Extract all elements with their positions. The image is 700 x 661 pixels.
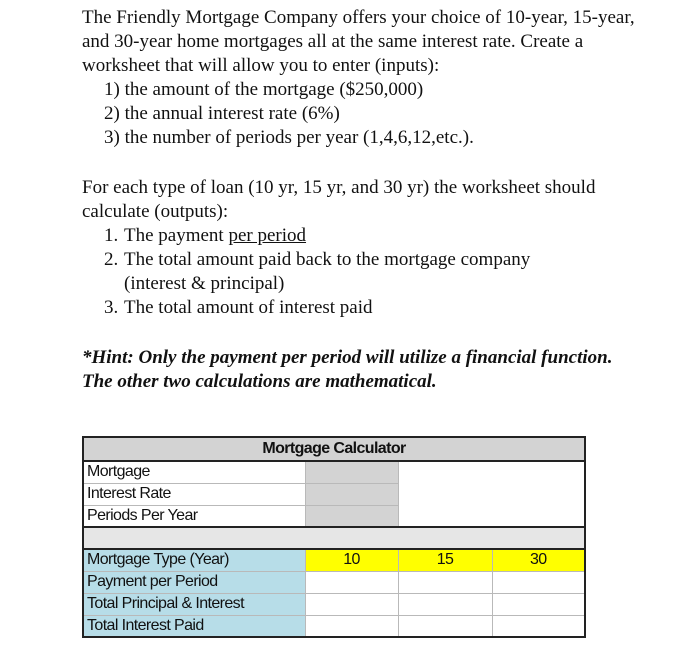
empty-cell (492, 461, 585, 483)
spacer-row (83, 527, 585, 549)
outputs-intro: For each type of loan (10 yr, 15 yr, and 30 yr) the worksheet should calculate (outputs): (82, 177, 596, 222)
payment-cell[interactable] (492, 571, 585, 593)
label-interest-rate: Interest Rate (83, 483, 305, 505)
total-interest-cell[interactable] (492, 615, 585, 637)
input-periods-cell[interactable] (305, 505, 398, 527)
label-periods-per-year: Periods Per Year (83, 505, 305, 527)
problem-text (82, 6, 642, 394)
label-total-principal-interest: Total Principal & Interest (83, 593, 305, 615)
label-payment-per-period: Payment per Period (83, 571, 305, 593)
input-item: 2) the annual interest rate (6%) (104, 103, 340, 124)
total-interest-cell[interactable] (305, 615, 398, 637)
total-paid-cell[interactable] (398, 593, 492, 615)
input-item: 3) the number of periods per year (1,4,6,12,etc.). (104, 127, 474, 148)
hint-text: *Hint: Only the payment per period will utilize a financial function. The other two calculations are mathematical. (82, 347, 613, 392)
empty-cell (492, 505, 585, 527)
label-mortgage: Mortgage (83, 461, 305, 483)
label-mortgage-type: Mortgage Type (Year) (83, 549, 305, 571)
input-mortgage-cell[interactable] (305, 461, 398, 483)
total-paid-cell[interactable] (492, 593, 585, 615)
empty-cell (398, 461, 492, 483)
output-item: 1. The payment per period (104, 225, 307, 246)
year-15-cell[interactable]: 15 (398, 549, 492, 571)
sheet-title: Mortgage Calculator (83, 437, 585, 461)
output-item: 3. The total amount of interest paid (104, 297, 373, 318)
label-total-interest-paid: Total Interest Paid (83, 615, 305, 637)
inputs-list (82, 78, 642, 150)
year-10-cell[interactable]: 10 (305, 549, 398, 571)
year-30-cell[interactable]: 30 (492, 549, 585, 571)
payment-cell[interactable] (305, 571, 398, 593)
payment-cell[interactable] (398, 571, 492, 593)
empty-cell (398, 483, 492, 505)
intro-paragraph: The Friendly Mortgage Company offers your choice of 10-year, 15-year, and 30-year home mortgages all at the same interest rate. Create a worksheet that will allow you to enter (inputs): (82, 7, 635, 76)
total-interest-cell[interactable] (398, 615, 492, 637)
input-item: 1) the amount of the mortgage ($250,000) (104, 79, 424, 100)
empty-cell (492, 483, 585, 505)
mortgage-calculator-sheet (82, 436, 586, 638)
output-item: 2. The total amount paid back to the mortgage company (interest & principal) (104, 249, 531, 294)
empty-cell (398, 505, 492, 527)
outputs-list (82, 224, 642, 320)
input-interest-rate-cell[interactable] (305, 483, 398, 505)
total-paid-cell[interactable] (305, 593, 398, 615)
